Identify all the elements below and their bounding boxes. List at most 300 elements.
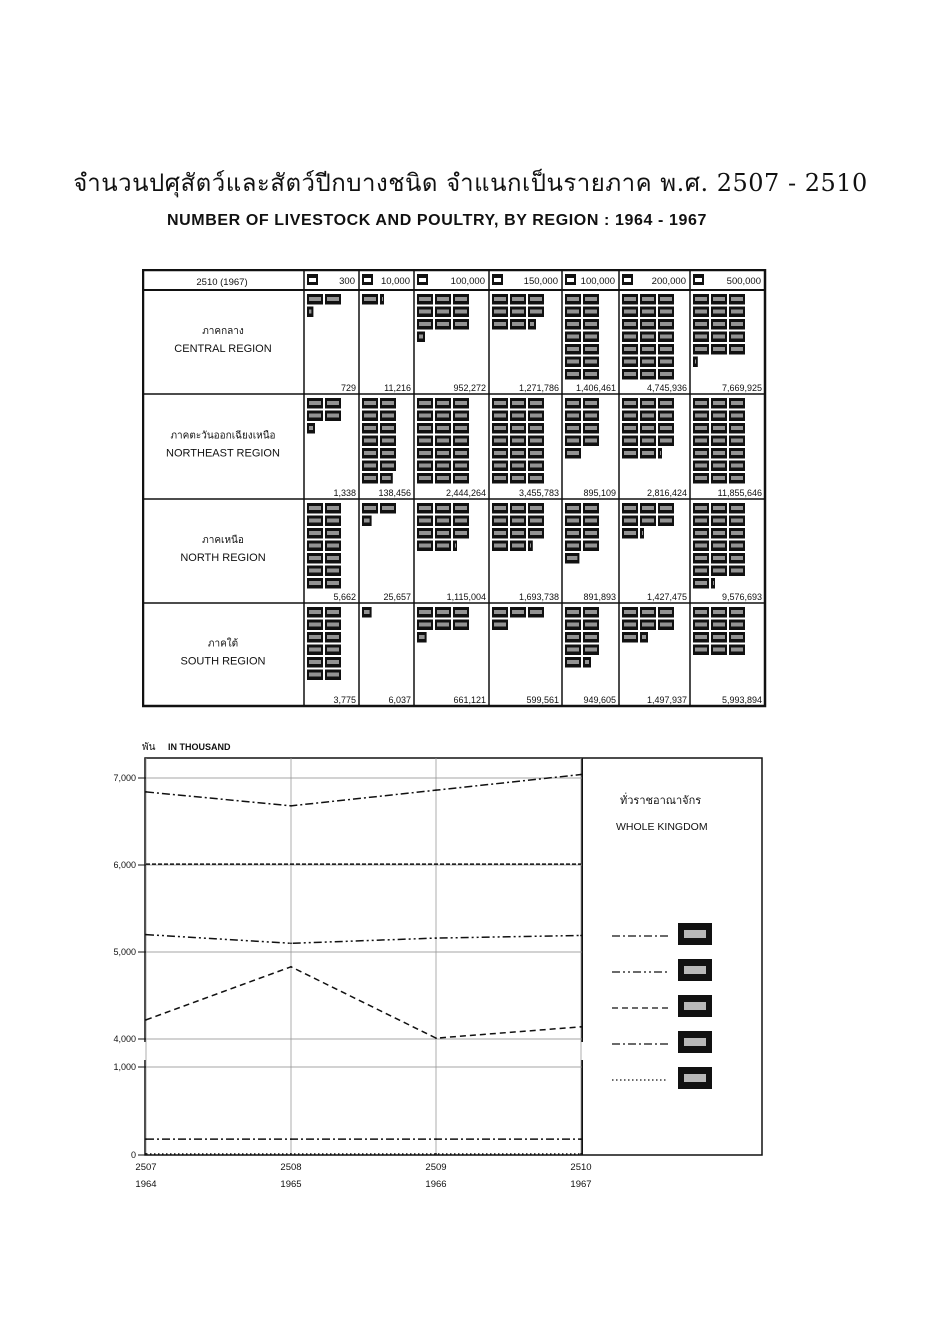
cell-value: 1,693,738	[518, 592, 559, 602]
buffalo-icon-mark	[567, 426, 579, 430]
buffalo-icon-mark	[585, 519, 597, 523]
y-tick-label: 6,000	[113, 860, 136, 870]
elephant-icon-mark	[684, 1074, 706, 1082]
chicken-icon-mark	[695, 506, 707, 510]
cattle-icon-mark	[512, 544, 524, 548]
chicken-icon-mark	[713, 623, 725, 627]
x-tick-label-year: 1965	[280, 1179, 302, 1190]
unit-label: 100,000	[580, 276, 615, 287]
duck-icon-mark	[660, 506, 672, 510]
series-point	[580, 1153, 582, 1155]
elephant-icon-mark	[309, 648, 321, 652]
duck-icon-mark	[642, 347, 654, 351]
duck-icon-mark	[660, 297, 672, 301]
pig-icon-mark	[455, 519, 467, 523]
pig-icon-mark	[437, 426, 449, 430]
cattle-icon-mark	[530, 322, 534, 326]
pig-icon-mark	[437, 401, 449, 405]
duck-icon-mark	[642, 439, 654, 443]
duck-icon-mark	[624, 414, 636, 418]
cell-value: 5,993,894	[721, 695, 762, 705]
duck-icon-mark	[660, 451, 661, 455]
duck-icon-mark	[624, 610, 636, 614]
chicken-icon-mark	[713, 347, 725, 351]
elephant-icon-mark	[327, 531, 339, 535]
cell-value: 895,109	[583, 488, 616, 498]
buffalo-icon-mark	[585, 401, 597, 405]
horse-icon-mark	[364, 610, 370, 614]
duck-icon-mark	[642, 623, 654, 627]
cattle-icon-mark	[530, 401, 542, 405]
cattle-icon-mark	[494, 426, 506, 430]
horse-icon-mark	[684, 1038, 706, 1046]
pig-icon-mark	[437, 476, 449, 480]
chicken-icon-mark	[695, 439, 707, 443]
chicken-icon-mark	[713, 401, 725, 405]
elephant-icon-mark	[309, 610, 321, 614]
buffalo-icon-mark	[567, 401, 579, 405]
pig-icon-mark	[419, 439, 431, 443]
legend-title-thai: ทั่วราชอาณาจักร	[620, 795, 702, 807]
chicken-icon-mark	[695, 544, 707, 548]
pig-icon-mark	[455, 322, 467, 326]
region-name-thai: ภาคใต้	[207, 638, 239, 650]
chicken-icon-mark	[731, 610, 743, 614]
unit-label-english: IN THOUSAND	[168, 742, 231, 752]
chicken-icon-mark	[713, 476, 725, 480]
chicken-icon-mark	[713, 544, 725, 548]
duck-icon-mark	[624, 372, 636, 376]
buffalo-icon-mark	[567, 347, 579, 351]
buffalo-icon-mark	[567, 372, 579, 376]
cell-value: 1,427,475	[646, 592, 687, 602]
duck-icon-mark	[624, 623, 636, 627]
duck-icon-mark	[660, 439, 672, 443]
cattle-icon-mark	[530, 544, 531, 548]
pig-icon-mark	[419, 426, 431, 430]
horse-icon-mark	[382, 451, 394, 455]
pig-icon-mark	[437, 544, 449, 548]
pig-icon-mark	[419, 623, 431, 627]
chicken-icon-mark	[731, 310, 743, 314]
duck-icon-mark	[642, 426, 654, 430]
cattle-icon-mark	[494, 414, 506, 418]
elephant-icon-mark	[327, 401, 339, 405]
chicken-icon-mark	[695, 451, 707, 455]
cell-value: 11,855,646	[717, 488, 762, 498]
cell-value: 25,657	[383, 592, 411, 602]
cell-value: 1,271,786	[518, 383, 559, 393]
pig-icon-mark	[419, 310, 431, 314]
chicken-icon-mark	[695, 610, 707, 614]
pig-icon-mark	[455, 623, 467, 627]
cattle-icon-mark	[512, 451, 524, 455]
cell-value: 6,037	[388, 695, 411, 705]
pig-icon-mark	[419, 322, 431, 326]
buffalo-icon-mark	[585, 635, 597, 639]
cattle-icon-mark	[512, 506, 524, 510]
duck-icon-mark	[642, 372, 654, 376]
duck-icon-mark	[642, 531, 643, 535]
plot-frame	[145, 758, 762, 1155]
cattle-icon-mark	[530, 476, 542, 480]
duck-icon-mark	[642, 635, 646, 639]
chicken-icon-mark	[695, 310, 707, 314]
chicken-icon-mark	[713, 335, 725, 339]
elephant-icon-mark	[309, 278, 316, 282]
elephant-icon-mark	[309, 426, 313, 430]
duck-icon-mark	[624, 531, 636, 535]
horse-icon-mark	[364, 506, 376, 510]
cell-value: 1,115,004	[446, 592, 486, 602]
elephant-icon-mark	[309, 581, 321, 585]
pig-icon-mark	[419, 506, 431, 510]
series-line	[146, 935, 581, 944]
chicken-icon-mark	[731, 414, 743, 418]
elephant-icon-mark	[327, 623, 339, 627]
elephant-icon-mark	[309, 519, 321, 523]
chicken-icon-mark	[731, 426, 743, 430]
pig-icon-mark	[437, 610, 449, 614]
cell-value: 949,605	[583, 695, 616, 705]
buffalo-icon-mark	[585, 297, 597, 301]
cell-value: 9,576,693	[721, 592, 762, 602]
buffalo-icon-mark	[567, 610, 579, 614]
pig-icon-mark	[419, 544, 431, 548]
buffalo-icon-mark	[585, 347, 597, 351]
cattle-icon-mark	[494, 278, 501, 282]
buffalo-icon-mark	[567, 414, 579, 418]
cattle-icon-mark	[494, 439, 506, 443]
duck-icon-mark	[624, 335, 636, 339]
duck-icon-mark	[660, 414, 672, 418]
cattle-icon-mark	[512, 476, 524, 480]
cattle-icon-mark	[512, 401, 524, 405]
series-line	[146, 967, 581, 1038]
x-tick-label-thai-year: 2509	[425, 1162, 447, 1173]
pig-icon-mark	[455, 610, 467, 614]
chicken-icon-mark	[731, 464, 743, 468]
duck-icon-mark	[642, 297, 654, 301]
cell-value: 729	[340, 383, 356, 393]
chicken-icon-mark	[695, 476, 707, 480]
pig-icon-mark	[437, 322, 449, 326]
unit-label-thai: พัน	[142, 742, 156, 753]
duck-icon-mark	[642, 335, 654, 339]
series-point	[435, 1153, 437, 1155]
buffalo-icon-mark	[585, 426, 597, 430]
elephant-icon-mark	[309, 401, 321, 405]
buffalo-icon-mark	[585, 335, 597, 339]
buffalo-icon-mark	[585, 623, 597, 627]
duck-icon-mark	[624, 506, 636, 510]
pig-icon-mark	[455, 506, 467, 510]
y-tick-label: 5,000	[113, 947, 136, 957]
chicken-icon-mark	[713, 610, 725, 614]
chicken-icon-mark	[713, 581, 714, 585]
y-tick-label: 0	[130, 1150, 136, 1160]
chicken-icon-mark	[695, 519, 707, 523]
chicken-icon-mark	[713, 519, 725, 523]
cattle-icon-mark	[494, 310, 506, 314]
duck-icon-mark	[642, 506, 654, 510]
chicken-icon-mark	[695, 556, 707, 560]
elephant-icon-mark	[309, 531, 321, 535]
cattle-icon-mark	[494, 464, 506, 468]
cattle-icon-mark	[494, 610, 506, 614]
horse-icon-mark	[364, 476, 376, 480]
duck-icon-mark	[624, 451, 636, 455]
cattle-icon-mark	[512, 531, 524, 535]
horse-icon-mark	[382, 426, 394, 430]
horse-icon-mark	[364, 278, 371, 282]
elephant-icon-mark	[327, 581, 339, 585]
chicken-icon-mark	[731, 451, 743, 455]
pig-icon-mark	[419, 278, 426, 282]
cattle-icon-mark	[512, 414, 524, 418]
cattle-icon-mark	[494, 531, 506, 535]
chicken-icon-mark	[731, 556, 743, 560]
pig-icon-mark	[437, 310, 449, 314]
series-point	[290, 966, 292, 968]
duck-icon-mark	[660, 335, 672, 339]
x-tick-label-thai-year: 2508	[280, 1162, 302, 1173]
chicken-icon-mark	[731, 544, 743, 548]
series-point	[435, 789, 437, 791]
unit-label: 300	[339, 276, 355, 287]
unit-label: 100,000	[450, 276, 485, 287]
duck-icon-mark	[624, 347, 636, 351]
duck-icon-mark	[660, 623, 672, 627]
chicken-icon-mark	[713, 648, 725, 652]
chicken-icon-mark	[695, 531, 707, 535]
duck-icon-mark	[660, 426, 672, 430]
series-line	[146, 775, 581, 806]
duck-icon-mark	[642, 360, 654, 364]
cattle-icon-mark	[494, 476, 506, 480]
cattle-icon-mark	[530, 451, 542, 455]
cell-value: 1,497,937	[646, 695, 687, 705]
pig-icon-mark	[437, 531, 449, 535]
elephant-icon-mark	[309, 569, 321, 573]
series-point	[145, 1153, 147, 1155]
buffalo-icon-mark	[567, 635, 579, 639]
horse-icon-mark	[364, 414, 376, 418]
pig-icon-mark	[455, 531, 467, 535]
duck-icon-mark	[642, 414, 654, 418]
elephant-icon-mark	[309, 506, 321, 510]
buffalo-icon-mark	[585, 310, 597, 314]
cattle-icon-mark	[494, 451, 506, 455]
elephant-icon-mark	[327, 506, 339, 510]
pig-icon-mark	[455, 439, 467, 443]
chicken-icon-mark	[713, 297, 725, 301]
chart-title-thai: จำนวนปศุสัตว์และสัตว์ปีกบางชนิด จำแนกเป็นรายภาค พ.ศ. 2507 - 2510	[73, 169, 868, 197]
chicken-icon-mark	[713, 322, 725, 326]
pig-icon-mark	[437, 506, 449, 510]
cell-value: 1,406,461	[575, 383, 616, 393]
region-name-thai: ภาคกลาง	[202, 326, 244, 337]
x-tick-label-year: 1967	[570, 1179, 592, 1190]
y-tick-label: 4,000	[113, 1034, 136, 1044]
cell-value: 5,662	[333, 592, 356, 602]
chicken-icon-mark	[731, 635, 743, 639]
chicken-icon-mark	[713, 310, 725, 314]
pig-icon-mark	[419, 610, 431, 614]
cattle-icon-mark	[512, 610, 524, 614]
unit-label: 10,000	[380, 276, 410, 287]
cattle-icon-mark	[494, 297, 506, 301]
unit-label: 500,000	[726, 276, 761, 287]
pig-icon-mark	[419, 414, 431, 418]
buffalo-icon-mark	[585, 660, 589, 664]
horse-icon-mark	[364, 401, 376, 405]
duck-icon-mark	[624, 426, 636, 430]
pig-icon-mark	[455, 310, 467, 314]
buffalo-icon-mark	[567, 531, 579, 535]
chicken-icon-mark	[731, 439, 743, 443]
buffalo-icon-mark	[585, 360, 597, 364]
x-tick-label-thai-year: 2510	[570, 1162, 592, 1173]
cattle-icon-mark	[530, 439, 542, 443]
buffalo-icon-mark	[585, 372, 597, 376]
series-point	[290, 1138, 292, 1140]
elephant-icon-mark	[309, 635, 321, 639]
cell-value: 1,338	[333, 488, 356, 498]
chicken-icon-mark	[731, 401, 743, 405]
duck-icon-mark	[660, 347, 672, 351]
horse-icon-mark	[382, 476, 391, 480]
chicken-icon-mark	[695, 360, 696, 364]
chicken-icon-mark	[731, 335, 743, 339]
series-point	[435, 1037, 437, 1039]
buffalo-icon-mark	[684, 930, 706, 938]
pig-icon-mark	[455, 544, 456, 548]
pig-icon-mark	[419, 519, 431, 523]
elephant-icon-mark	[309, 623, 321, 627]
pig-icon-mark	[455, 414, 467, 418]
chicken-icon-mark	[695, 581, 707, 585]
duck-icon-mark	[624, 278, 631, 282]
cattle-icon-mark	[530, 519, 542, 523]
cattle-icon-mark	[684, 966, 706, 974]
chicken-icon-mark	[695, 278, 702, 282]
chicken-icon-mark	[713, 569, 725, 573]
pig-icon-mark	[437, 297, 449, 301]
series-point	[290, 805, 292, 807]
duck-icon-mark	[624, 401, 636, 405]
chicken-icon-mark	[695, 623, 707, 627]
chicken-icon-mark	[713, 426, 725, 430]
cattle-icon-mark	[494, 322, 506, 326]
series-point	[435, 1138, 437, 1140]
chicken-icon-mark	[731, 322, 743, 326]
cell-value: 599,561	[526, 695, 559, 705]
horse-icon-mark	[364, 451, 376, 455]
cattle-icon-mark	[512, 310, 524, 314]
cattle-icon-mark	[512, 464, 524, 468]
pig-icon-mark	[419, 335, 423, 339]
region-name-thai: ภาคเหนือ	[202, 535, 244, 546]
region-name-english: NORTHEAST REGION	[166, 447, 280, 460]
unit-label: 150,000	[523, 276, 558, 287]
buffalo-icon-mark	[585, 610, 597, 614]
cattle-icon-mark	[512, 426, 524, 430]
horse-icon-mark	[382, 414, 394, 418]
duck-icon-mark	[624, 322, 636, 326]
duck-icon-mark	[642, 610, 654, 614]
chicken-icon-mark	[713, 464, 725, 468]
pig-icon-mark	[437, 451, 449, 455]
buffalo-icon-mark	[567, 360, 579, 364]
elephant-icon-mark	[309, 673, 321, 677]
pig-icon-mark	[437, 464, 449, 468]
y-tick-label: 7,000	[113, 773, 136, 783]
duck-icon-mark	[642, 310, 654, 314]
cattle-icon-mark	[512, 322, 524, 326]
chicken-icon-mark	[695, 401, 707, 405]
cell-value: 3,455,783	[518, 488, 559, 498]
buffalo-icon-mark	[567, 322, 579, 326]
pig-icon-mark	[455, 401, 467, 405]
chicken-icon-mark	[695, 426, 707, 430]
pig-icon-mark	[437, 623, 449, 627]
cattle-icon-mark	[530, 610, 542, 614]
duck-icon-mark	[642, 519, 654, 523]
chicken-icon-mark	[731, 623, 743, 627]
chicken-icon-mark	[731, 506, 743, 510]
cattle-icon-mark	[494, 401, 506, 405]
chicken-icon-mark	[731, 531, 743, 535]
cattle-icon-mark	[530, 414, 542, 418]
elephant-icon-mark	[327, 414, 339, 418]
region-name-english: CENTRAL REGION	[174, 343, 272, 355]
cattle-icon-mark	[530, 426, 542, 430]
axis-break-gap	[144, 1042, 583, 1060]
series-point	[145, 1019, 147, 1021]
series-point	[580, 774, 582, 776]
pig-icon-mark	[437, 439, 449, 443]
series-point	[580, 1138, 582, 1140]
pig-icon-mark	[419, 401, 431, 405]
cell-value: 7,669,925	[721, 383, 762, 393]
cell-value: 2,444,264	[445, 488, 486, 498]
series-point	[580, 1026, 582, 1028]
horse-icon-mark	[364, 439, 376, 443]
cell-value: 891,893	[583, 592, 616, 602]
duck-icon-mark	[624, 635, 636, 639]
pig-icon-mark	[419, 476, 431, 480]
buffalo-icon-mark	[567, 623, 579, 627]
duck-icon-mark	[660, 360, 672, 364]
pictogram-table	[142, 269, 767, 709]
chicken-icon-mark	[731, 297, 743, 301]
buffalo-icon-mark	[585, 439, 597, 443]
chicken-icon-mark	[695, 464, 707, 468]
chicken-icon-mark	[713, 506, 725, 510]
chicken-icon-mark	[695, 635, 707, 639]
elephant-icon-mark	[327, 635, 339, 639]
series-point	[145, 934, 147, 936]
chicken-icon-mark	[713, 439, 725, 443]
chicken-icon-mark	[695, 569, 707, 573]
elephant-icon-mark	[327, 648, 339, 652]
buffalo-icon-mark	[567, 451, 579, 455]
buffalo-icon-mark	[585, 531, 597, 535]
elephant-icon-mark	[327, 610, 339, 614]
cattle-icon-mark	[530, 506, 542, 510]
cell-value: 952,272	[453, 383, 486, 393]
